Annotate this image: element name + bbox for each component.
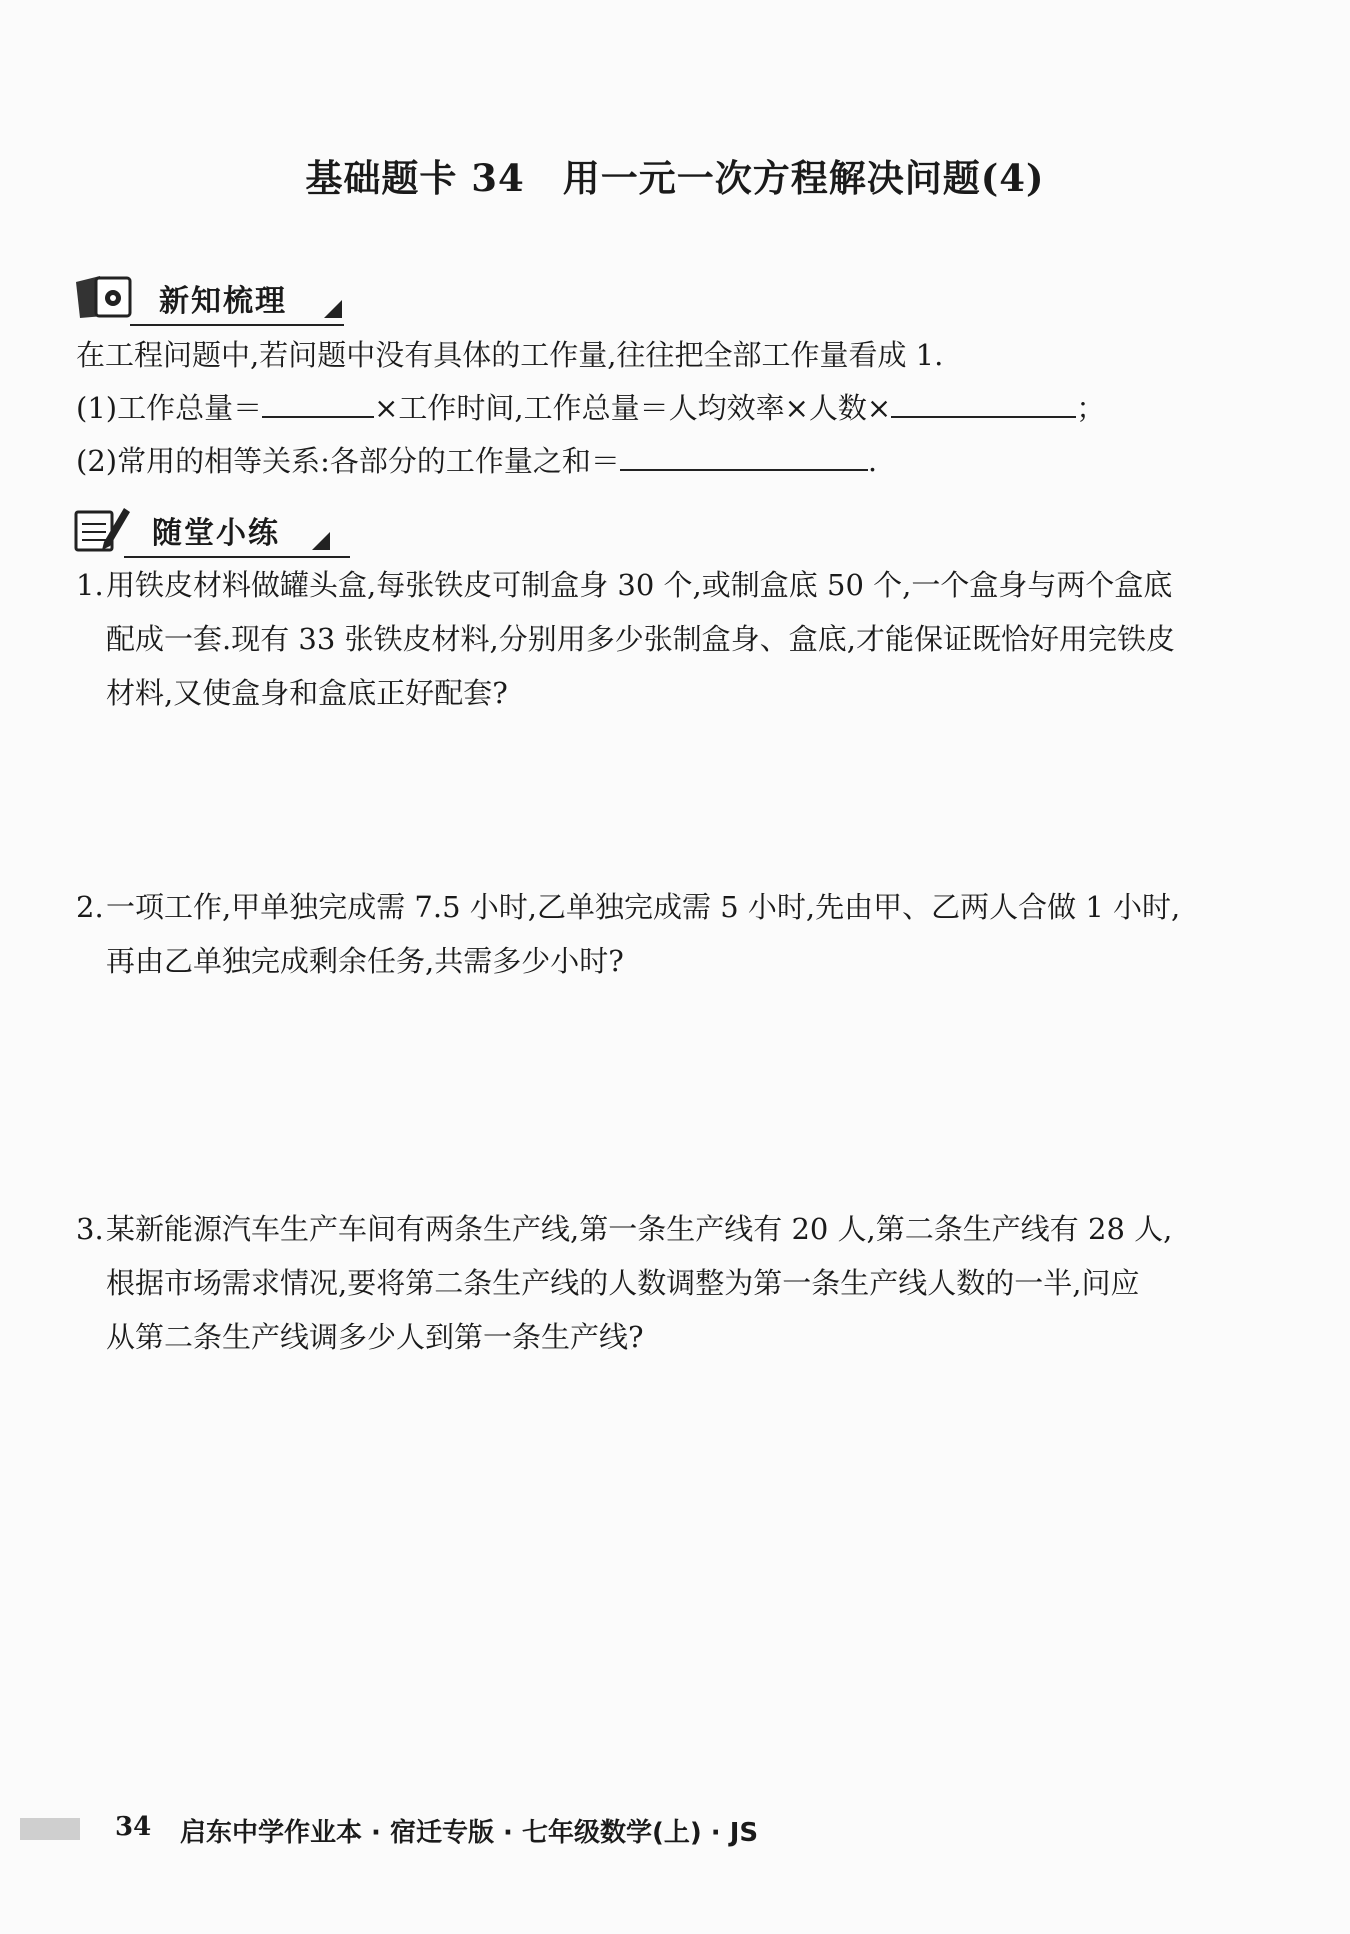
fill-item-2-text-a: (2)常用的相等关系:各部分的工作量之和＝ <box>76 444 620 478</box>
fill-item-1-text-a: (1)工作总量＝ <box>76 391 263 425</box>
book-icon <box>74 272 136 320</box>
question-line: 用铁皮材料做罐头盒,每张铁皮可制盒身 30 个,或制盒底 50 个,一个盒身与两个盒底 <box>106 568 1173 602</box>
question-number: 2. <box>76 890 104 924</box>
section-underline <box>130 324 344 326</box>
triangle-marker-icon <box>312 532 330 550</box>
page-footer <box>20 1812 820 1852</box>
page-number: 34 <box>115 1812 152 1842</box>
fill-item-2 <box>76 441 877 481</box>
fill-item-1-text-c: ； <box>1076 391 1106 425</box>
answer-blank-3[interactable] <box>620 441 868 471</box>
book-title: 启东中学作业本 · 宿迁专版 · 七年级数学(上) · JS <box>180 1818 759 1848</box>
answer-blank-1[interactable] <box>262 388 374 418</box>
section-header-new-knowledge <box>74 268 349 328</box>
notebook-pencil-icon <box>74 504 136 552</box>
footer-decoration <box>20 1818 80 1840</box>
question-text <box>106 880 1256 988</box>
question-line: 材料,又使盒身和盒底正好配套? <box>106 676 508 710</box>
triangle-marker-icon <box>324 300 342 318</box>
question-line: 再由乙单独完成剩余任务,共需多少小时? <box>106 944 624 978</box>
section-label: 新知梳理 <box>159 284 287 319</box>
fill-item-2-text-b: . <box>867 444 878 478</box>
fill-item-1-text-b: ×工作时间,工作总量＝人均效率×人数× <box>374 391 892 425</box>
answer-blank-2[interactable] <box>891 388 1076 418</box>
question-line: 一项工作,甲单独完成需 7.5 小时,乙单独完成需 5 小时,先由甲、乙两人合做 1 小时, <box>106 890 1181 924</box>
question-line: 某新能源汽车生产车间有两条生产线,第一条生产线有 20 人,第二条生产线有 28 人, <box>106 1212 1173 1246</box>
section-label: 随堂小练 <box>152 516 280 551</box>
question-text <box>106 1202 1256 1364</box>
question-line: 配成一套.现有 33 张铁皮材料,分别用多少张制盒身、盒底,才能保证既恰好用完铁皮 <box>106 622 1175 656</box>
page-title: 基础题卡 34 用一元一次方程解决问题(4) <box>305 156 1045 200</box>
question-line: 根据市场需求情况,要将第二条生产线的人数调整为第一条生产线人数的一半,问应 <box>106 1266 1140 1300</box>
fill-item-1 <box>76 388 1105 428</box>
question-number: 3. <box>76 1212 104 1246</box>
intro-text: 在工程问题中,若问题中没有具体的工作量,往往把全部工作量看成 1. <box>76 338 944 372</box>
question-text <box>106 558 1256 720</box>
question-number: 1. <box>76 568 104 602</box>
section-header-practice <box>74 500 349 560</box>
question-line: 从第二条生产线调多少人到第一条生产线? <box>106 1320 644 1354</box>
